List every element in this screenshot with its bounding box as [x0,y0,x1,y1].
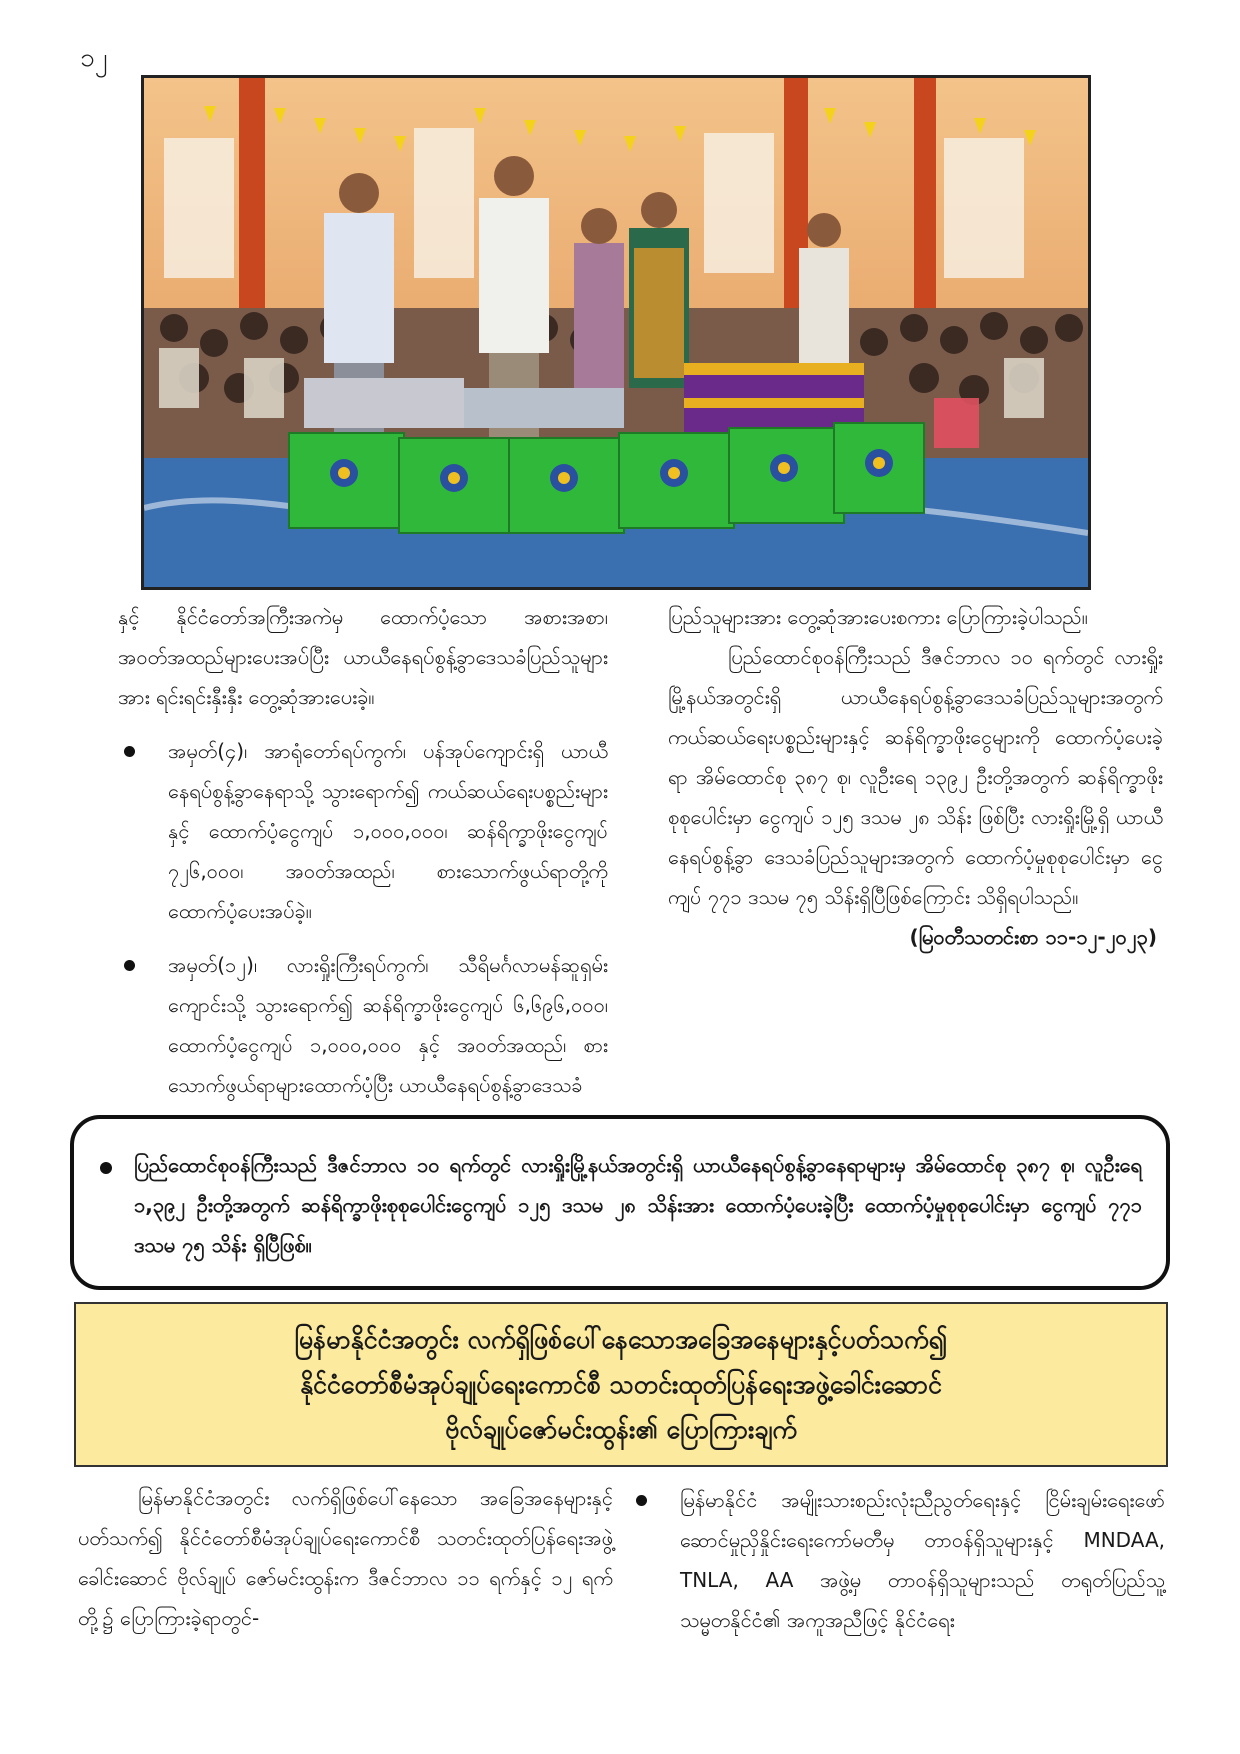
bullet-icon [124,746,135,757]
left-intro-paragraph: နှင့် နိုင်ငံတော်အကြီးအကဲမှ ထောက်ပံ့သော အစားအစာ၊ အဝတ်အထည်များပေးအပ်ပြီး ယာယီနေရပ်စွန့်ခွာဒေသခံပြည်သူများအား ရင်းရင်းနှီးနှီး တွေ့ဆုံအားပေးခဲ့။ [118,605,608,709]
bottom-right-column [630,1466,1165,1640]
headline-line: ဗိုလ်ချုပ်ဇော်မင်းထွန်း၏ ပြောကြားချက် [445,1415,797,1444]
list-item [118,731,608,931]
bullet-icon [124,960,135,971]
right-continuation-paragraph: ပြည်သူများအား တွေ့ဆုံအားပေးစကား ပြောကြားခဲ့ပါသည်။ [668,605,1088,629]
bullet-icon [636,1495,647,1506]
list-item [630,1480,1165,1640]
left-column [118,597,608,1105]
bullet-text: အမှတ်(၄)၊ အာရုံတော်ရပ်ကွက်၊ ပန်အုပ်ကျောင်းရှိ ယာယီနေရပ်စွန့်ခွာနေရာသို့ သွားရောက်၍ ကယ်ဆယ်ရေးပစ္စည်းများနှင့် ထောက်ပံ့ငွေကျပ် ၁,၀၀၀,၀၀၀၊ ဆန်ရိက္ခာဖိုးငွေကျပ် ၇၂၆,၀၀၀၊ အဝတ်အထည်၊ စားသောက်ဖွယ်ရာတို့ကို ထောက်ပံ့ပေးအပ်ခဲ့။ [168,739,608,923]
bullet-text: မြန်မာနိုင်ငံ အမျိုးသားစည်းလုံးညီညွတ်ရေးနှင့် ငြိမ်းချမ်းရေးဖော်ဆောင်မှုညှိနှိုင်းရေးကော်မတီမှ တာဝန်ရှိသူများနှင့် MNDAA, TNLA, AA အဖွဲ့မှ တာဝန်ရှိသူများသည် တရုတ်ပြည်သူ့သမ္မတနိုင်ငံ၏ အကူအညီဖြင့် နိုင်ငံရေး [680,1488,1165,1632]
source-citation: (မြဝတီသတင်းစာ ၁၁-၁၂-၂၀၂၃) [909,925,1157,949]
headline-banner [74,1302,1168,1467]
right-column [668,597,1163,957]
bottom-right-bullet-list [630,1480,1165,1640]
summary-box [70,1115,1170,1290]
photo-event-illustration [144,78,1088,587]
headline-line: မြန်မာနိုင်ငံအတွင်း လက်ရှိဖြစ်ပေါ်နေသောအခြေအနေများနှင့်ပတ်သက်၍ [294,1325,948,1354]
right-main-paragraph: ပြည်ထောင်စုဝန်ကြီးသည် ဒီဇင်ဘာလ ၁၀ ရက်တွင် လားရှိုးမြို့နယ်အတွင်းရှိ ယာယီနေရပ်စွန့်ခွာဒေသခံပြည်သူများအတွက် ကယ်ဆယ်ရေးပစ္စည်းများနှင့် ဆန်ရိက္ခာဖိုးငွေများကို ထောက်ပံ့ပေးခဲ့ရာ အိမ်ထောင်စု ၃၈၇ စု၊ လူဦးရေ ၁၃၉၂ ဦးတို့အတွက် ဆန်ရိက္ခာဖိုး စုစုပေါင်းမှာ ငွေကျပ် ၁၂၅ ဒသမ ၂၈ သိန်း ဖြစ်ပြီး လားရှိုးမြို့ရှိ ယာယီနေရပ်စွန့်ခွာ ဒေသခံပြည်သူများအတွက် ထောက်ပံ့မှုစုစုပေါင်းမှာ ငွေကျပ် ၇၇၁ ဒသမ ၇၅ သိန်းရှိပြီဖြစ်ကြောင်း သိရှိရပါသည်။ [668,645,1163,909]
list-item [118,945,608,1105]
headline-line: နိုင်ငံတော်စီမံအုပ်ချုပ်ရေးကောင်စီ သတင်းထုတ်ပြန်ရေးအဖွဲ့ခေါင်းဆောင် [300,1370,942,1399]
left-bullet-list [118,731,608,1105]
bottom-left-paragraph: မြန်မာနိုင်ငံအတွင်း လက်ရှိဖြစ်ပေါ်နေသော အခြေအနေများနှင့်ပတ်သက်၍ နိုင်ငံတော်စီမံအုပ်ချုပ်ရေးကောင်စီ သတင်းထုတ်ပြန်ရေးအဖွဲ့ခေါင်းဆောင် ဗိုလ်ချုပ် ဇော်မင်းထွန်းက ဒီဇင်ဘာလ ၁၁ ရက်နှင့် ၁၂ ရက်တို့၌ ပြောကြားခဲ့ရာတွင်- [78,1486,613,1630]
summary-text: ပြည်ထောင်စုဝန်ကြီးသည် ဒီဇင်ဘာလ ၁၀ ရက်တွင် လားရှိုးမြို့နယ်အတွင်းရှိ ယာယီနေရပ်စွန့်ခွာနေရာများမှ အိမ်ထောင်စု ၃၈၇ စု၊ လူဦးရေ ၁,၃၉၂ ဦးတို့အတွက် ဆန်ရိက္ခာဖိုးစုစုပေါင်းငွေကျပ် ၁၂၅ ဒသမ ၂၈ သိန်းအား ထောက်ပံ့ပေးခဲ့ပြီး ထောက်ပံ့မှုစုစုပေါင်းမှာ ငွေကျပ် ၇၇၁ ဒသမ ၇၅ သိန်း ရှိပြီဖြစ်။ [134,1153,1142,1257]
bullet-icon [100,1162,112,1174]
bullet-text: အမှတ်(၁၂)၊ လားရှိုးကြီးရပ်ကွက်၊ သီရိမင်္ဂလာမန်ဆူရှမ်းကျောင်းသို့ သွားရောက်၍ ဆန်ရိက္ခာဖိုးငွေကျပ် ၆,၆၉၆,၀၀၀၊ ထောက်ပံ့ငွေကျပ် ၁,၀၀၀,၀၀၀ နှင့် အဝတ်အထည်၊ စားသောက်ဖွယ်ရာများထောက်ပံ့ပြီး ယာယီနေရပ်စွန့်ခွာဒေသခံ [168,953,608,1097]
bottom-left-column [78,1478,613,1638]
page-number: ၁၂ [80,43,108,73]
news-photo [141,75,1091,590]
